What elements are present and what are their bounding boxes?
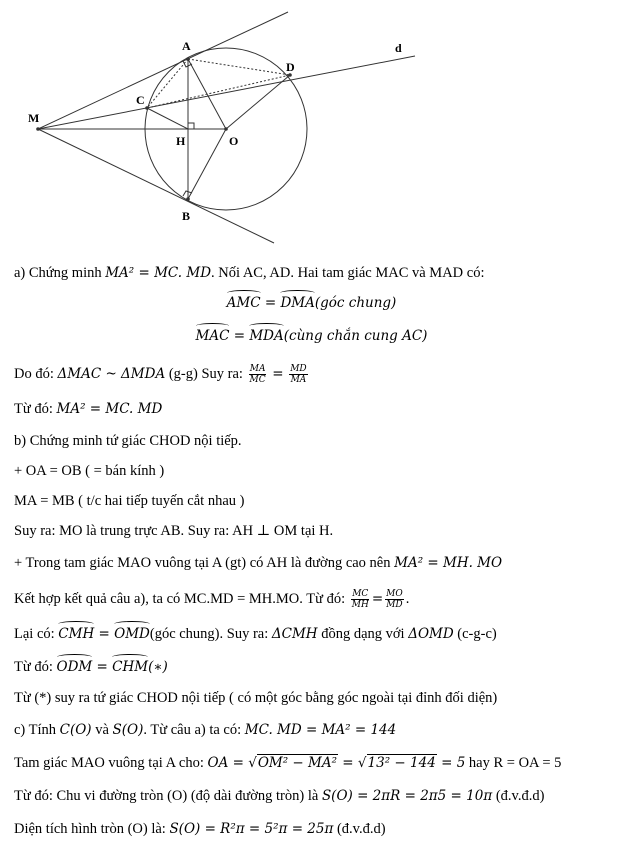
label-o: O (229, 134, 239, 148)
label-h: H (176, 134, 186, 148)
part-c-line-3: Từ đó: Chu vi đường tròn (O) (độ dài đường tròn) là S(O) = 2πR = 2π5 = 10π (đ.v.đ.d) (14, 788, 545, 804)
label-m: M (28, 111, 40, 125)
dashed-cd (147, 75, 290, 108)
label-c: C (136, 93, 145, 107)
tangent-line-mb (38, 129, 274, 243)
tangent-line-ma (38, 12, 288, 129)
part-b-line-1: + OA = OB ( = bán kính ) (14, 463, 165, 479)
part-a-heading: a) Chứng minh MA² = MC. MD. Nối AC, AD. Hai tam giác MAC và MAD có: (14, 265, 485, 281)
part-b-line-5: Kết hợp kết quả câu a), ta có MC.MD = MH.MO. Từ đó: $\frac{MC}{MH}$ = $\frac{MO}{MD}$ . (14, 589, 410, 611)
part-c-line-4: Diện tích hình tròn (O) là: S(O) = R²π = 5²π = 25π (đ.v.đ.d) (14, 821, 386, 837)
secant-line-d (38, 56, 415, 129)
label-a: A (182, 39, 191, 53)
dashed-ad (188, 59, 290, 75)
label-d-line: d (395, 41, 402, 55)
part-b-line-8: Từ (*) suy ra tứ giác CHOD nội tiếp ( có một góc bằng góc ngoài tại đỉnh đối diện) (14, 690, 498, 706)
conclusion-a: Từ đó: MA² = MC. MD (14, 401, 163, 417)
part-b-line-7: Từ đó: ODM = CHM(∗) (14, 659, 168, 675)
part-b-line-2: MA = MB ( t/c hai tiếp tuyến cắt nhau ) (14, 493, 245, 509)
part-b-line-6: Lại có: CMH = OMD(góc chung). Suy ra: ΔCMH đồng dạng với ΔOMD (c-g-c) (14, 626, 497, 642)
right-angle-h (188, 123, 194, 129)
part-b-line-4: + Trong tam giác MAO vuông tại A (gt) có AH là đường cao nên MA² = MH. MO (14, 555, 503, 571)
geometry-figure (0, 0, 623, 250)
equation-angle-1: AMC = DMA(góc chung) (226, 295, 397, 311)
segment-ch (147, 108, 188, 129)
part-c-heading: c) Tính C(O) và S(O). Từ câu a) ta có: MC. MD = MA² = 144 (14, 722, 397, 738)
segment-ob (188, 129, 226, 199)
similarity-line: Do đó: ΔMAC ~ ΔMDA (g-g) Suy ra: $\frac{MA}{MC}$ = $\frac{MD}{MA}$ (14, 364, 307, 386)
segment-od (226, 75, 290, 129)
part-b-heading: b) Chứng minh tứ giác CHOD nội tiếp. (14, 433, 242, 449)
equation-angle-2: MAC = MDA(cùng chắn cung AC) (195, 328, 428, 344)
label-d: D (286, 60, 295, 74)
part-c-line-2: Tam giác MAO vuông tại A cho: OA = √OM² − MA² = √13² − 144 = 5 hay R = OA = 5 (14, 755, 562, 771)
label-b: B (182, 209, 191, 223)
part-b-line-3: Suy ra: MO là trung trực AB. Suy ra: AH ⊥ OM tại H. (14, 523, 334, 539)
